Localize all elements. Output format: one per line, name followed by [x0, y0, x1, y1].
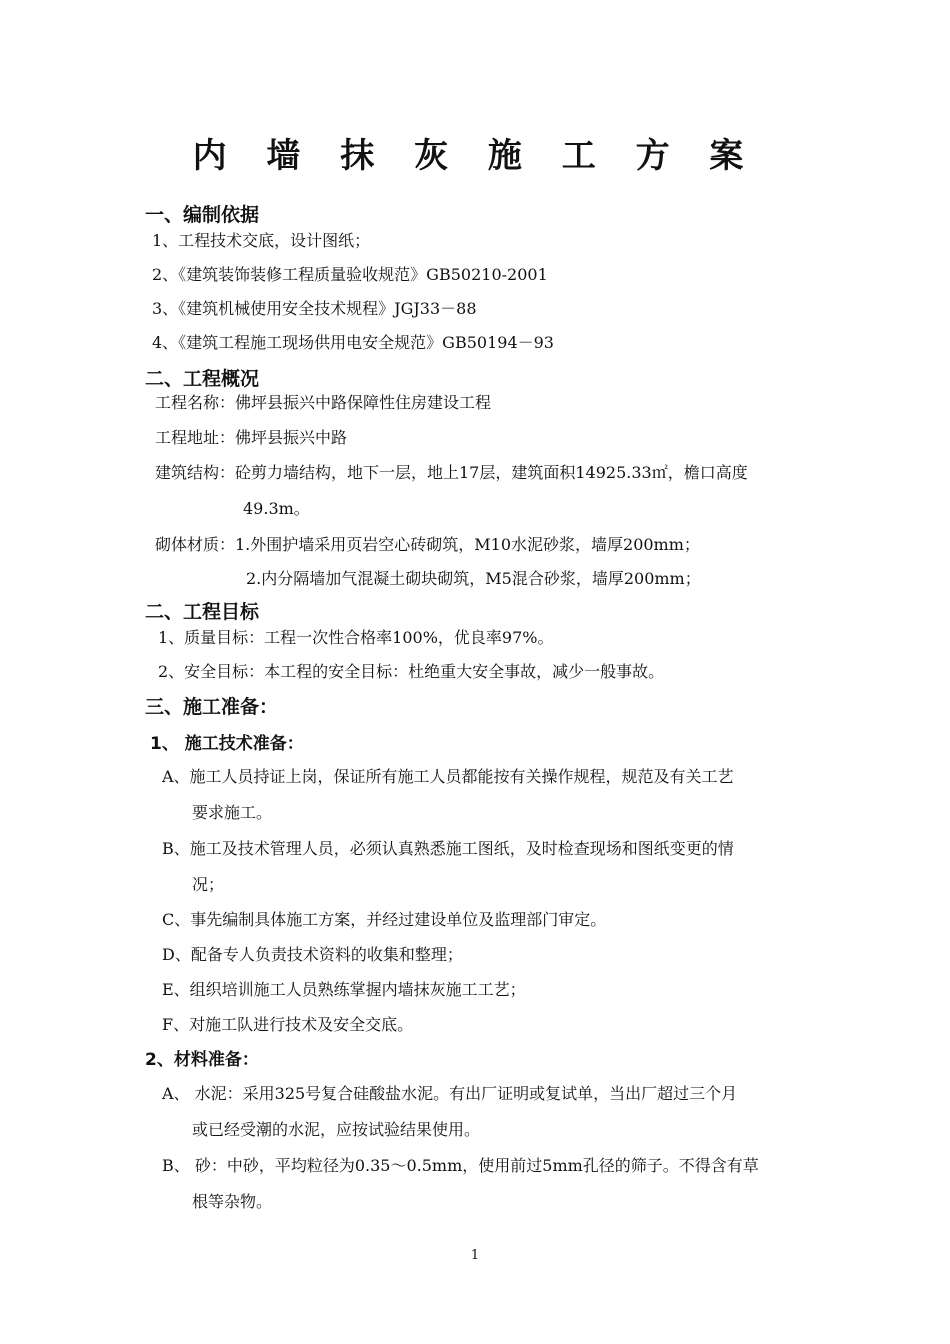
tech-item-b-cont: 况； [192, 875, 225, 894]
masonry-material-1: 砌体材质：1.外围护墙采用页岩空心砖砌筑，M10水泥砂浆，墙厚200mm； [155, 535, 700, 554]
tech-item-e: E、组织培训施工人员熟练掌握内墙抹灰施工工艺； [162, 980, 526, 999]
section-heading-goals: 二、工程目标 [145, 601, 260, 623]
basis-item-4: 4、《建筑工程施工现场供用电安全规范》GB50194－93 [152, 333, 554, 352]
document-title: 内 墙 抹 灰 施 工 方 案 [192, 136, 758, 176]
tech-item-a-cont: 要求施工。 [192, 803, 273, 822]
material-cement: A、 水泥：采用325号复合硅酸盐水泥。有出厂证明或复试单，当出厂超过三个月 [162, 1084, 738, 1103]
safety-goal: 2、安全目标：本工程的安全目标：杜绝重大安全事故，减少一般事故。 [158, 662, 665, 681]
page-number: 1 [470, 1248, 480, 1263]
tech-item-c: C、事先编制具体施工方案，并经过建设单位及监理部门审定。 [162, 910, 607, 929]
subsection-heading-tech: 1、 施工技术准备： [150, 734, 304, 754]
tech-item-d: D、配备专人负责技术资料的收集和整理； [162, 945, 463, 964]
section-heading-preparation: 三、施工准备： [145, 696, 279, 718]
project-name: 工程名称：佛坪县振兴中路保障性住房建设工程 [155, 393, 492, 412]
masonry-material-2: 2.内分隔墙加气混凝土砌块砌筑，M5混合砂浆，墙厚200mm； [246, 569, 701, 588]
basis-item-1: 1、工程技术交底，设计图纸； [152, 231, 371, 250]
building-structure: 建筑结构：砼剪力墙结构，地下一层，地上17层，建筑面积14925.33㎡，檐口高度 [155, 463, 748, 482]
section-heading-overview: 二、工程概况 [145, 368, 260, 390]
subsection-heading-materials: 2、材料准备： [145, 1050, 259, 1070]
material-cement-cont: 或已经受潮的水泥，应按试验结果使用。 [192, 1120, 481, 1139]
basis-item-3: 3、《建筑机械使用安全技术规程》JGJ33－88 [152, 299, 477, 318]
building-structure-cont: 49.3m。 [243, 499, 310, 518]
section-heading-basis: 一、编制依据 [145, 204, 260, 226]
material-sand: B、 砂：中砂，平均粒径为0.35～0.5mm，使用前过5mm孔径的筛子。不得含有草 [162, 1156, 759, 1175]
project-address: 工程地址：佛坪县振兴中路 [155, 428, 348, 447]
basis-item-2: 2、《建筑装饰装修工程质量验收规范》GB50210-2001 [152, 265, 548, 284]
quality-goal: 1、质量目标：工程一次性合格率100%，优良率97%。 [158, 628, 554, 647]
tech-item-a: A、施工人员持证上岗，保证所有施工人员都能按有关操作规程，规范及有关工艺 [162, 767, 734, 786]
tech-item-b: B、施工及技术管理人员，必须认真熟悉施工图纸，及时检查现场和图纸变更的情 [162, 839, 734, 858]
tech-item-f: F、对施工队进行技术及安全交底。 [162, 1015, 414, 1034]
material-sand-cont: 根等杂物。 [192, 1192, 273, 1211]
